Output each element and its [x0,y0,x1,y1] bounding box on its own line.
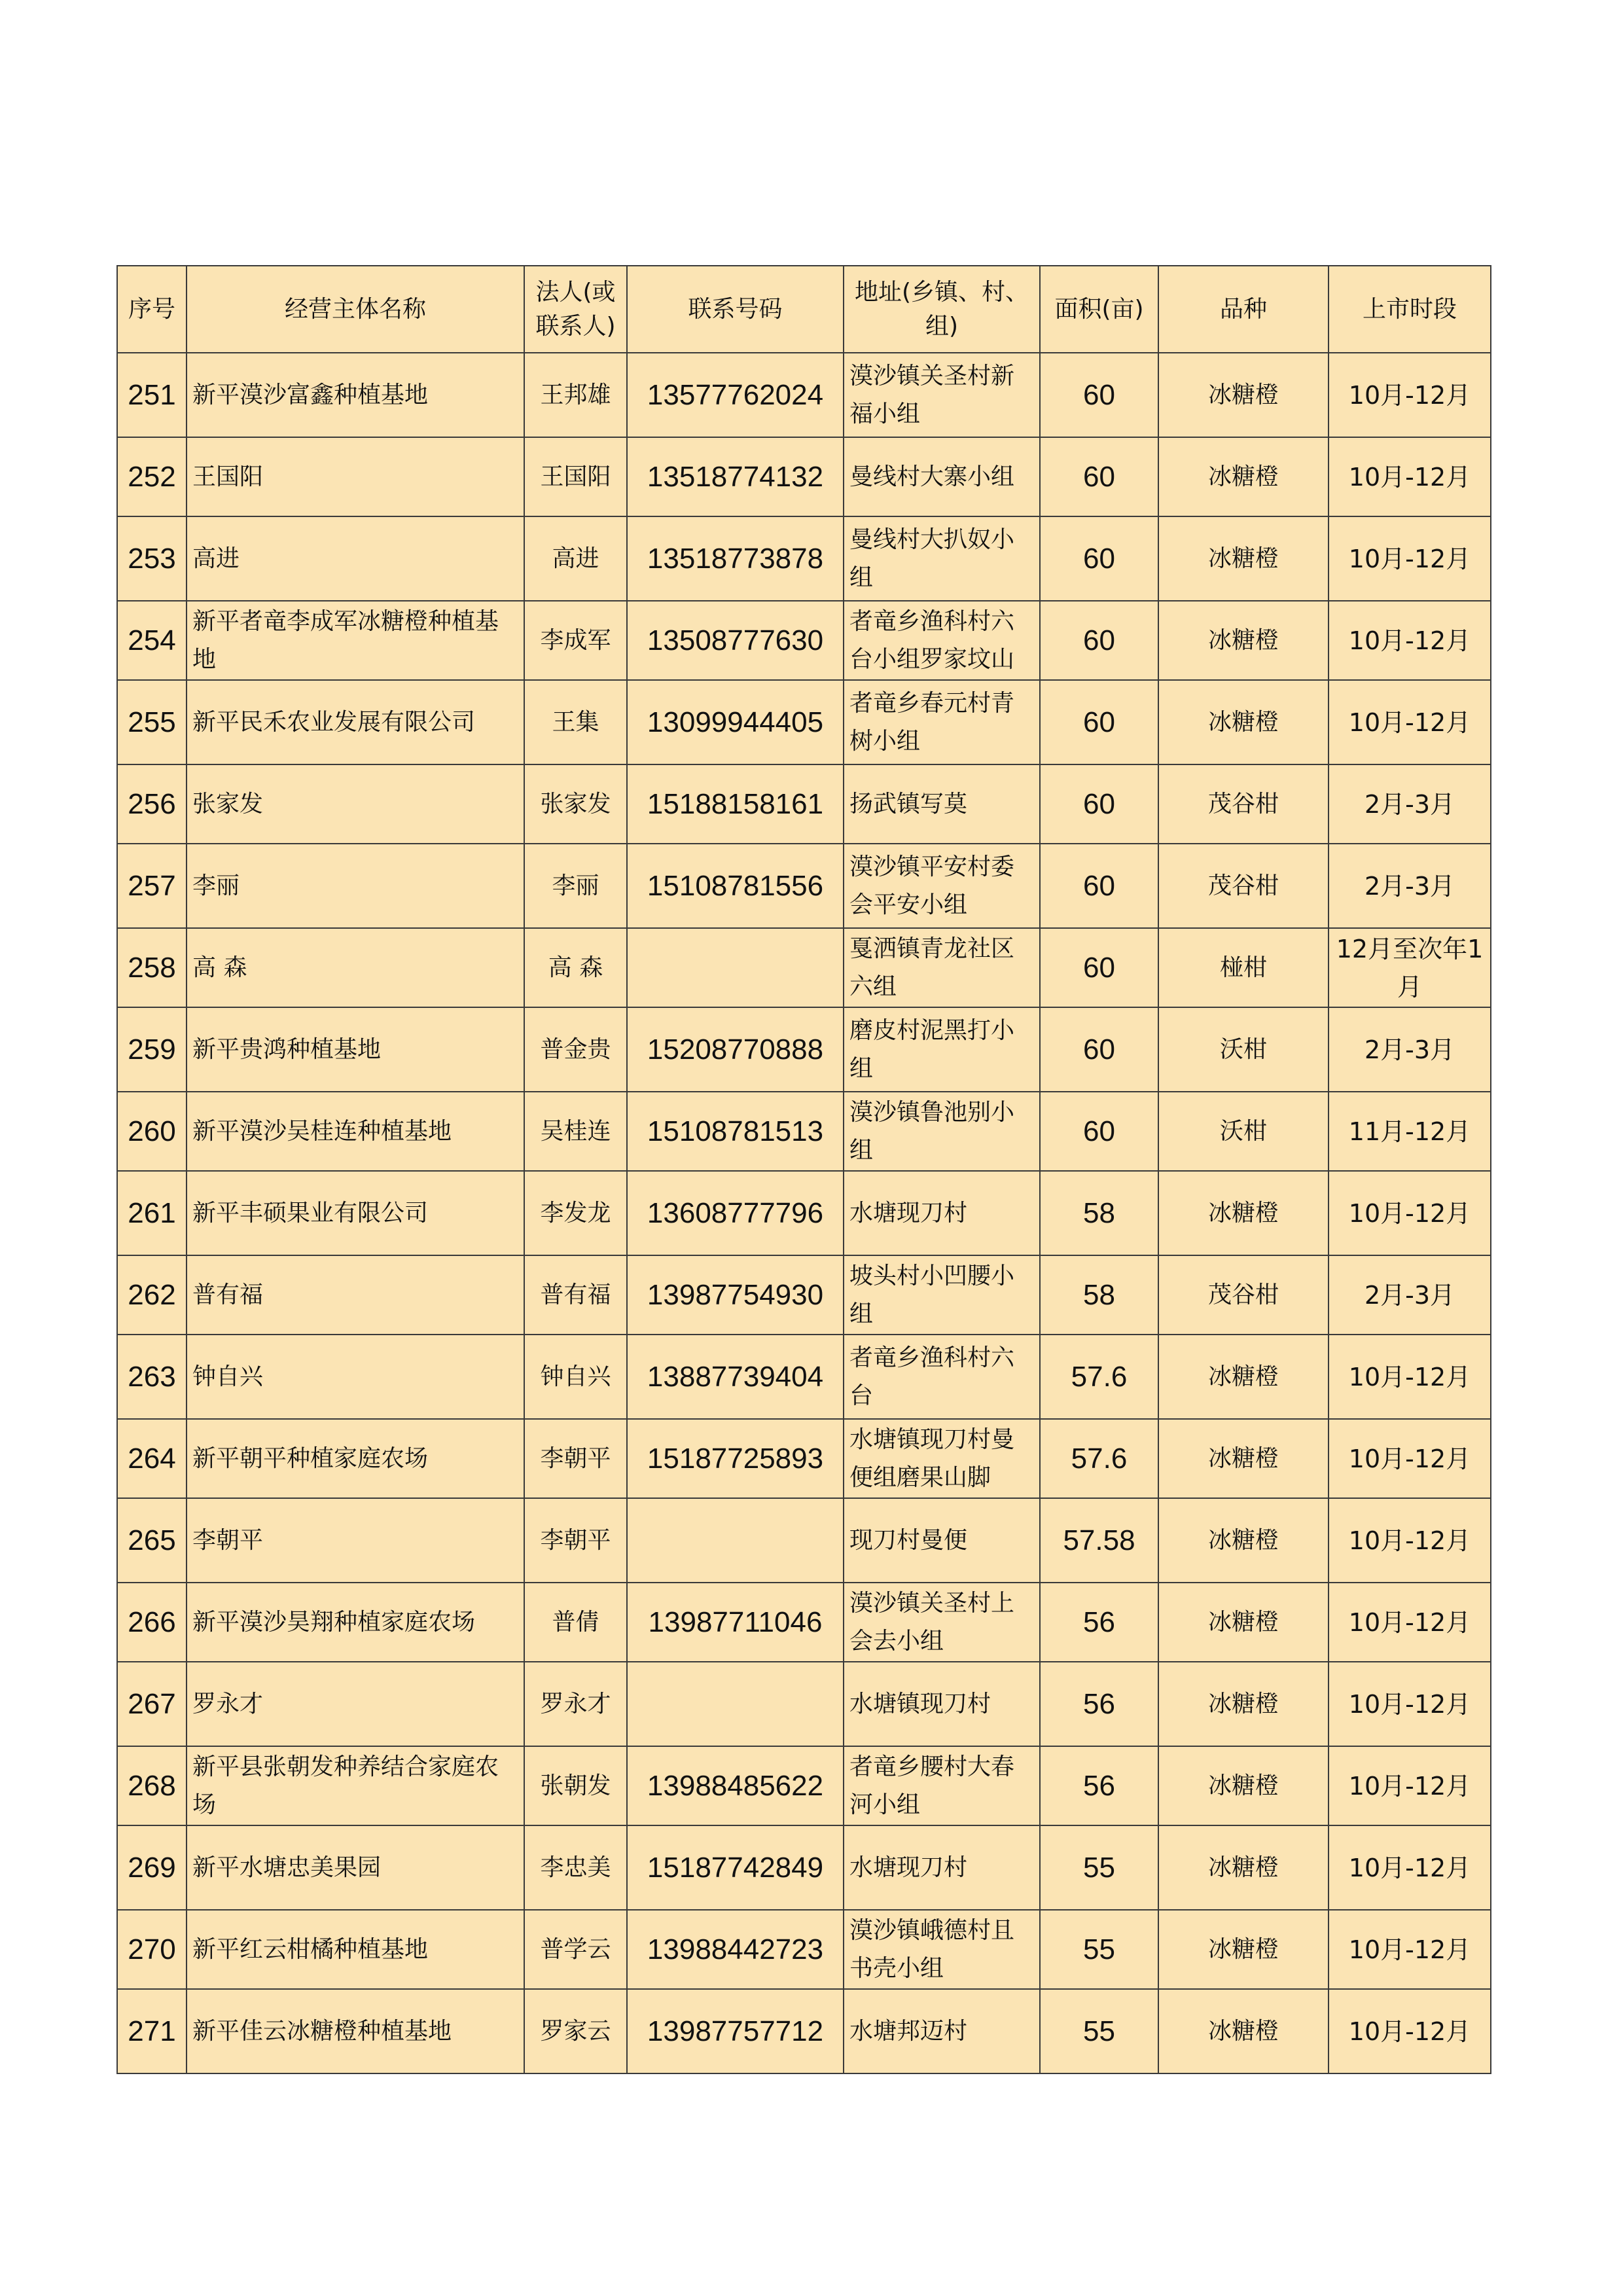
contact-person-cell: 张朝发 [524,1746,627,1825]
phone-number-cell [627,1662,844,1746]
area-mu-cell: 58 [1040,1255,1158,1335]
entity-name-cell: 新平民禾农业发展有限公司 [187,680,524,764]
contact-person-cell: 李朝平 [524,1498,627,1583]
phone-number-cell: 15108781513 [627,1092,844,1171]
entity-name-cell: 新平水塘忠美果园 [187,1825,524,1910]
header-market-period: 上市时段 [1329,266,1491,353]
contact-person-cell: 吴桂连 [524,1092,627,1171]
phone-number-cell: 13988485622 [627,1746,844,1825]
area-mu-cell: 60 [1040,601,1158,680]
entity-name-cell: 高 森 [187,928,524,1007]
header-variety: 品种 [1158,266,1329,353]
address-cell: 磨皮村泥黑打小组 [844,1007,1040,1092]
address-cell: 现刀村曼便 [844,1498,1040,1583]
address-cell: 者竜乡腰村大春河小组 [844,1746,1040,1825]
area-mu-cell: 60 [1040,516,1158,601]
market-period-cell: 10月-12月 [1329,437,1491,516]
table-row [117,1662,1491,1746]
contact-person-cell: 李丽 [524,844,627,928]
area-mu-cell: 57.58 [1040,1498,1158,1583]
market-period-cell: 10月-12月 [1329,1335,1491,1419]
variety-cell: 冰糖橙 [1158,1335,1329,1419]
contact-person-cell: 普金贵 [524,1007,627,1092]
contact-person-cell: 王集 [524,680,627,764]
table-row [117,1092,1491,1171]
variety-cell: 茂谷柑 [1158,1255,1329,1335]
market-period-cell: 10月-12月 [1329,1583,1491,1662]
address-cell: 水塘镇现刀村 [844,1662,1040,1746]
phone-number-cell: 15108781556 [627,844,844,928]
row-index-cell: 269 [117,1825,187,1910]
market-period-cell: 10月-12月 [1329,353,1491,437]
phone-number-cell: 13508777630 [627,601,844,680]
phone-number-cell: 15208770888 [627,1007,844,1092]
address-cell: 扬武镇写莫 [844,764,1040,844]
address-cell: 曼线村大扒奴小组 [844,516,1040,601]
entity-name-cell: 新平漠沙昊翔种植家庭农场 [187,1583,524,1662]
market-period-cell: 10月-12月 [1329,1746,1491,1825]
address-cell: 漠沙镇关圣村新福小组 [844,353,1040,437]
entity-name-cell: 罗永才 [187,1662,524,1746]
address-cell: 漠沙镇鲁池别小组 [844,1092,1040,1171]
row-index-cell: 270 [117,1910,187,1989]
variety-cell: 冰糖橙 [1158,1583,1329,1662]
market-period-cell: 10月-12月 [1329,516,1491,601]
row-index-cell: 254 [117,601,187,680]
market-period-cell: 10月-12月 [1329,1498,1491,1583]
area-mu-cell: 56 [1040,1583,1158,1662]
contact-person-cell: 普有福 [524,1255,627,1335]
market-period-cell: 2月-3月 [1329,764,1491,844]
table-row [117,1335,1491,1419]
area-mu-cell: 58 [1040,1171,1158,1255]
variety-cell: 椪柑 [1158,928,1329,1007]
address-cell: 水塘镇现刀村曼便组磨果山脚 [844,1419,1040,1498]
contact-person-cell: 罗永才 [524,1662,627,1746]
row-index-cell: 260 [117,1092,187,1171]
address-cell: 水塘现刀村 [844,1171,1040,1255]
table-row [117,437,1491,516]
contact-person-cell: 普学云 [524,1910,627,1989]
row-index-cell: 265 [117,1498,187,1583]
contact-person-cell: 李朝平 [524,1419,627,1498]
header-index: 序号 [117,266,187,353]
entity-name-cell: 新平红云柑橘种植基地 [187,1910,524,1989]
contact-person-cell: 普倩 [524,1583,627,1662]
address-cell: 漠沙镇平安村委会平安小组 [844,844,1040,928]
area-mu-cell: 60 [1040,844,1158,928]
header-entity-name: 经营主体名称 [187,266,524,353]
table-row [117,1746,1491,1825]
table-row [117,1419,1491,1498]
area-mu-cell: 60 [1040,437,1158,516]
entity-name-cell: 新平县张朝发种养结合家庭农场 [187,1746,524,1825]
market-period-cell: 10月-12月 [1329,1171,1491,1255]
variety-cell: 沃柑 [1158,1092,1329,1171]
entity-name-cell: 新平朝平种植家庭农场 [187,1419,524,1498]
table-row [117,680,1491,764]
entity-name-cell: 高进 [187,516,524,601]
entity-name-cell: 普有福 [187,1255,524,1335]
table-row [117,1583,1491,1662]
row-index-cell: 266 [117,1583,187,1662]
row-index-cell: 268 [117,1746,187,1825]
address-cell: 水塘邦迈村 [844,1989,1040,2073]
market-period-cell: 10月-12月 [1329,1825,1491,1910]
variety-cell: 茂谷柑 [1158,764,1329,844]
table-row [117,928,1491,1007]
phone-number-cell: 13987711046 [627,1583,844,1662]
market-period-cell: 10月-12月 [1329,1910,1491,1989]
address-cell: 曼线村大寨小组 [844,437,1040,516]
market-period-cell: 10月-12月 [1329,601,1491,680]
area-mu-cell: 55 [1040,1910,1158,1989]
table-row [117,601,1491,680]
contact-person-cell: 罗家云 [524,1989,627,2073]
variety-cell: 冰糖橙 [1158,1910,1329,1989]
address-cell: 者竜乡渔科村六台小组罗家坟山 [844,601,1040,680]
variety-cell: 冰糖橙 [1158,601,1329,680]
address-cell: 者竜乡春元村青树小组 [844,680,1040,764]
entity-name-cell: 新平漠沙富鑫种植基地 [187,353,524,437]
area-mu-cell: 60 [1040,353,1158,437]
market-period-cell: 11月-12月 [1329,1092,1491,1171]
area-mu-cell: 56 [1040,1662,1158,1746]
variety-cell: 冰糖橙 [1158,437,1329,516]
row-index-cell: 267 [117,1662,187,1746]
row-index-cell: 257 [117,844,187,928]
variety-cell: 冰糖橙 [1158,680,1329,764]
area-mu-cell: 60 [1040,1007,1158,1092]
address-cell: 坡头村小凹腰小组 [844,1255,1040,1335]
entity-name-cell: 新平贵鸿种植基地 [187,1007,524,1092]
phone-number-cell [627,1498,844,1583]
entity-name-cell: 钟自兴 [187,1335,524,1419]
variety-cell: 沃柑 [1158,1007,1329,1092]
area-mu-cell: 56 [1040,1746,1158,1825]
row-index-cell: 255 [117,680,187,764]
entity-name-cell: 新平漠沙吴桂连种植基地 [187,1092,524,1171]
phone-number-cell: 13988442723 [627,1910,844,1989]
market-period-cell: 12月至次年1月 [1329,928,1491,1007]
table-body [117,353,1491,2073]
variety-cell: 冰糖橙 [1158,1825,1329,1910]
market-period-cell: 10月-12月 [1329,680,1491,764]
area-mu-cell: 57.6 [1040,1419,1158,1498]
row-index-cell: 259 [117,1007,187,1092]
entity-name-cell: 张家发 [187,764,524,844]
row-index-cell: 252 [117,437,187,516]
header-phone: 联系号码 [627,266,844,353]
row-index-cell: 258 [117,928,187,1007]
market-period-cell: 10月-12月 [1329,1419,1491,1498]
address-cell: 戛洒镇青龙社区六组 [844,928,1040,1007]
contact-person-cell: 李发龙 [524,1171,627,1255]
entity-name-cell: 新平佳云冰糖橙种植基地 [187,1989,524,2073]
contact-person-cell: 高 森 [524,928,627,1007]
phone-number-cell: 15187725893 [627,1419,844,1498]
header-area: 面积(亩) [1040,266,1158,353]
market-period-cell: 10月-12月 [1329,1989,1491,2073]
variety-cell: 冰糖橙 [1158,516,1329,601]
variety-cell: 冰糖橙 [1158,1419,1329,1498]
phone-number-cell: 13608777796 [627,1171,844,1255]
phone-number-cell: 13518774132 [627,437,844,516]
address-cell: 漠沙镇关圣村上会去小组 [844,1583,1040,1662]
row-index-cell: 264 [117,1419,187,1498]
entity-name-cell: 王国阳 [187,437,524,516]
variety-cell: 冰糖橙 [1158,1662,1329,1746]
row-index-cell: 256 [117,764,187,844]
table-row [117,1989,1491,2073]
header-row [117,266,1491,353]
table-row [117,1007,1491,1092]
phone-number-cell: 13887739404 [627,1335,844,1419]
area-mu-cell: 60 [1040,1092,1158,1171]
contact-person-cell: 王国阳 [524,437,627,516]
address-cell: 漠沙镇峨德村且书壳小组 [844,1910,1040,1989]
area-mu-cell: 60 [1040,680,1158,764]
variety-cell: 冰糖橙 [1158,1989,1329,2073]
plantation-table [116,265,1491,2074]
market-period-cell: 10月-12月 [1329,1662,1491,1746]
table-row [117,353,1491,437]
table-row [117,1498,1491,1583]
variety-cell: 茂谷柑 [1158,844,1329,928]
area-mu-cell: 55 [1040,1825,1158,1910]
contact-person-cell: 王邦雄 [524,353,627,437]
market-period-cell: 2月-3月 [1329,1255,1491,1335]
header-contact-person: 法人(或联系人) [524,266,627,353]
table-row [117,1825,1491,1910]
entity-name-cell: 新平丰硕果业有限公司 [187,1171,524,1255]
table-row [117,1910,1491,1989]
market-period-cell: 2月-3月 [1329,1007,1491,1092]
contact-person-cell: 张家发 [524,764,627,844]
entity-name-cell: 李朝平 [187,1498,524,1583]
phone-number-cell: 13987754930 [627,1255,844,1335]
phone-number-cell: 13577762024 [627,353,844,437]
phone-number-cell: 13099944405 [627,680,844,764]
variety-cell: 冰糖橙 [1158,1498,1329,1583]
area-mu-cell: 57.6 [1040,1335,1158,1419]
table-row [117,516,1491,601]
phone-number-cell: 15188158161 [627,764,844,844]
phone-number-cell: 13518773878 [627,516,844,601]
area-mu-cell: 55 [1040,1989,1158,2073]
area-mu-cell: 60 [1040,764,1158,844]
contact-person-cell: 高进 [524,516,627,601]
table-row [117,1171,1491,1255]
table-row [117,844,1491,928]
phone-number-cell: 15187742849 [627,1825,844,1910]
row-index-cell: 271 [117,1989,187,2073]
table-row [117,764,1491,844]
row-index-cell: 261 [117,1171,187,1255]
entity-name-cell: 李丽 [187,844,524,928]
table-row [117,1255,1491,1335]
contact-person-cell: 钟自兴 [524,1335,627,1419]
row-index-cell: 262 [117,1255,187,1335]
phone-number-cell: 13987757712 [627,1989,844,2073]
area-mu-cell: 60 [1040,928,1158,1007]
market-period-cell: 2月-3月 [1329,844,1491,928]
row-index-cell: 253 [117,516,187,601]
variety-cell: 冰糖橙 [1158,1171,1329,1255]
address-cell: 者竜乡渔科村六台 [844,1335,1040,1419]
row-index-cell: 263 [117,1335,187,1419]
contact-person-cell: 李忠美 [524,1825,627,1910]
row-index-cell: 251 [117,353,187,437]
phone-number-cell [627,928,844,1007]
contact-person-cell: 李成军 [524,601,627,680]
variety-cell: 冰糖橙 [1158,353,1329,437]
header-address: 地址(乡镇、村、组) [844,266,1040,353]
variety-cell: 冰糖橙 [1158,1746,1329,1825]
entity-name-cell: 新平者竜李成军冰糖橙种植基地 [187,601,524,680]
address-cell: 水塘现刀村 [844,1825,1040,1910]
